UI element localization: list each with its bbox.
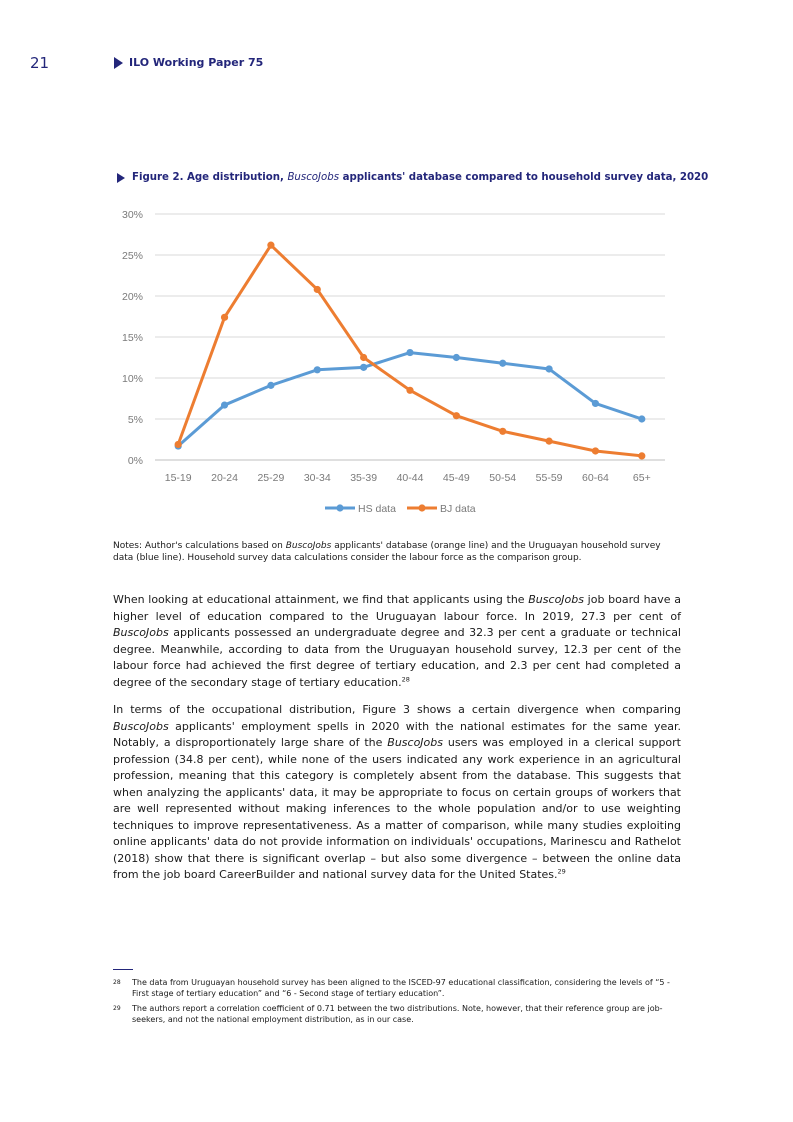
legend-marker [418,504,425,511]
para-text: When looking at educational attainment, we find that applicants using the [113,593,529,606]
data-point [453,354,460,361]
para-text: applicants' employment spells in 2020 with the national estimates for the same year. Notably, a disproportionately large share of the [113,719,681,749]
data-point [360,364,367,371]
data-point [360,354,367,361]
footnote-number: 28 [113,979,121,986]
data-point [314,366,321,373]
data-point [592,400,599,407]
data-point [545,438,552,445]
triangle-bullet-icon [117,173,125,183]
data-point [406,349,413,356]
figure-notes [113,540,681,564]
data-point [406,387,413,394]
y-tick-label: 20% [121,291,143,303]
data-point [545,365,552,372]
x-tick-label: 65+ [632,472,651,484]
legend-label: BJ data [440,503,476,515]
figure-title-text [132,172,708,183]
paragraph-education [113,592,681,691]
notes-text: applicants' database (orange line) and the Uruguayan household survey data (blue line). Household survey data calculations consider the labour force as the comparison group. [113,541,661,563]
para-text: In terms of the occupational distribution, Figure 3 shows a certain divergence when comparing [113,703,681,716]
x-tick-label: 60-64 [582,472,609,484]
y-tick-label: 25% [121,250,143,262]
y-tick-label: 30% [121,209,143,221]
para-italic: BuscoJobs [528,593,584,606]
y-tick-label: 10% [121,373,143,385]
data-point [221,401,228,408]
data-point [453,412,460,419]
series-title: ILO Working Paper 75 [129,56,264,69]
data-point [221,314,228,321]
figure-title [117,172,708,183]
para-text: applicants possessed an undergraduate degree and 32.3 per cent a graduate or technical degree. Meanwhile, according to data from the Uruguayan household survey, 12.3 per cent of the labour force had achieved the first degree of tertiary education, and 2.3 per cent had completed a degree of the secondary stage of tertiary education. [113,626,681,689]
data-point [638,452,645,459]
footnote-text: The data from Uruguayan household survey has been aligned to the ISCED-97 educational classification, considering the levels of “5 - First stage of tertiary education” and “6 - Second stage of tertiary education”. [132,978,670,998]
data-point [267,382,274,389]
x-tick-label: 30-34 [303,472,331,484]
x-tick-label: 20-24 [211,472,238,484]
data-point [314,286,321,293]
series-line-hs [178,353,642,446]
x-tick-label: 50-54 [489,472,517,484]
notes-text: Notes: Author's calculations based on [113,541,286,551]
figure-title-part: Figure 2. Age distribution, [132,172,288,183]
x-tick-label: 40-44 [396,472,424,484]
x-tick-label: 55-59 [535,472,563,484]
x-tick-label: 35-39 [350,472,378,484]
para-text: users was employed in a clerical support profession (34.8 per cent), while none of the users indicated any work experience in an agricultural profession, meaning that this category is completely absent from the database. This suggests that when analyzing the applicants' data, it may be appropriate to focus on certain groups of workers that are well represented without making inferences to the whole population and/or to use weighting techniques to improve representativeness. As a matter of comparison, while many studies exploiting online applicants' data do not provide information on individuals' occupations, Marinescu and Rathelot (2018) show that there is significant overlap – but also some divergence – between the online data from the job board CareerBuilder and national survey data for the United States. [113,736,681,881]
legend-label: HS data [358,503,396,515]
para-italic: BuscoJobs [387,736,443,749]
triangle-bullet-icon [114,57,123,69]
y-tick-label: 0% [127,455,143,467]
footnote-ref[interactable]: 29 [557,867,566,876]
page-number: 21 [30,54,50,72]
legend-marker [336,504,343,511]
notes-italic: BuscoJobs [285,541,332,551]
legend [325,503,476,515]
data-point [175,441,182,448]
footnote-number: 29 [113,1005,121,1012]
age-distribution-chart [105,200,685,530]
footnote-text: The authors report a correlation coefficient of 0.71 between the two distributions. Note, however, that their reference group are job-seekers, and not the national employment distribution, as in our case. [132,1004,663,1024]
footnote [113,977,683,999]
data-point [499,428,506,435]
para-italic: BuscoJobs [113,719,169,733]
data-point [499,360,506,367]
footnote-ref[interactable]: 28 [401,674,410,683]
footnote [113,1003,683,1025]
x-tick-label: 45-49 [442,472,470,484]
footnote-divider [113,969,133,970]
running-header [114,56,263,69]
figure-title-italic: BuscoJobs [287,172,340,183]
data-point [592,447,599,454]
figure-title-part: applicants' database compared to household survey data, 2020 [339,172,709,183]
paragraph-occupation [113,702,681,884]
series-layer [175,242,646,460]
x-tick-label: 15-19 [164,472,192,484]
data-point [638,415,645,422]
x-tick-label: 25-29 [257,472,285,484]
grid-layer [122,209,665,484]
para-text: job board have a higher level of education compared to the Uruguayan labour force. In 2019, 27.3 per cent of [113,593,682,623]
data-point [267,242,274,249]
para-italic: BuscoJobs [113,626,169,639]
y-tick-label: 15% [121,332,143,344]
y-tick-label: 5% [127,414,143,426]
